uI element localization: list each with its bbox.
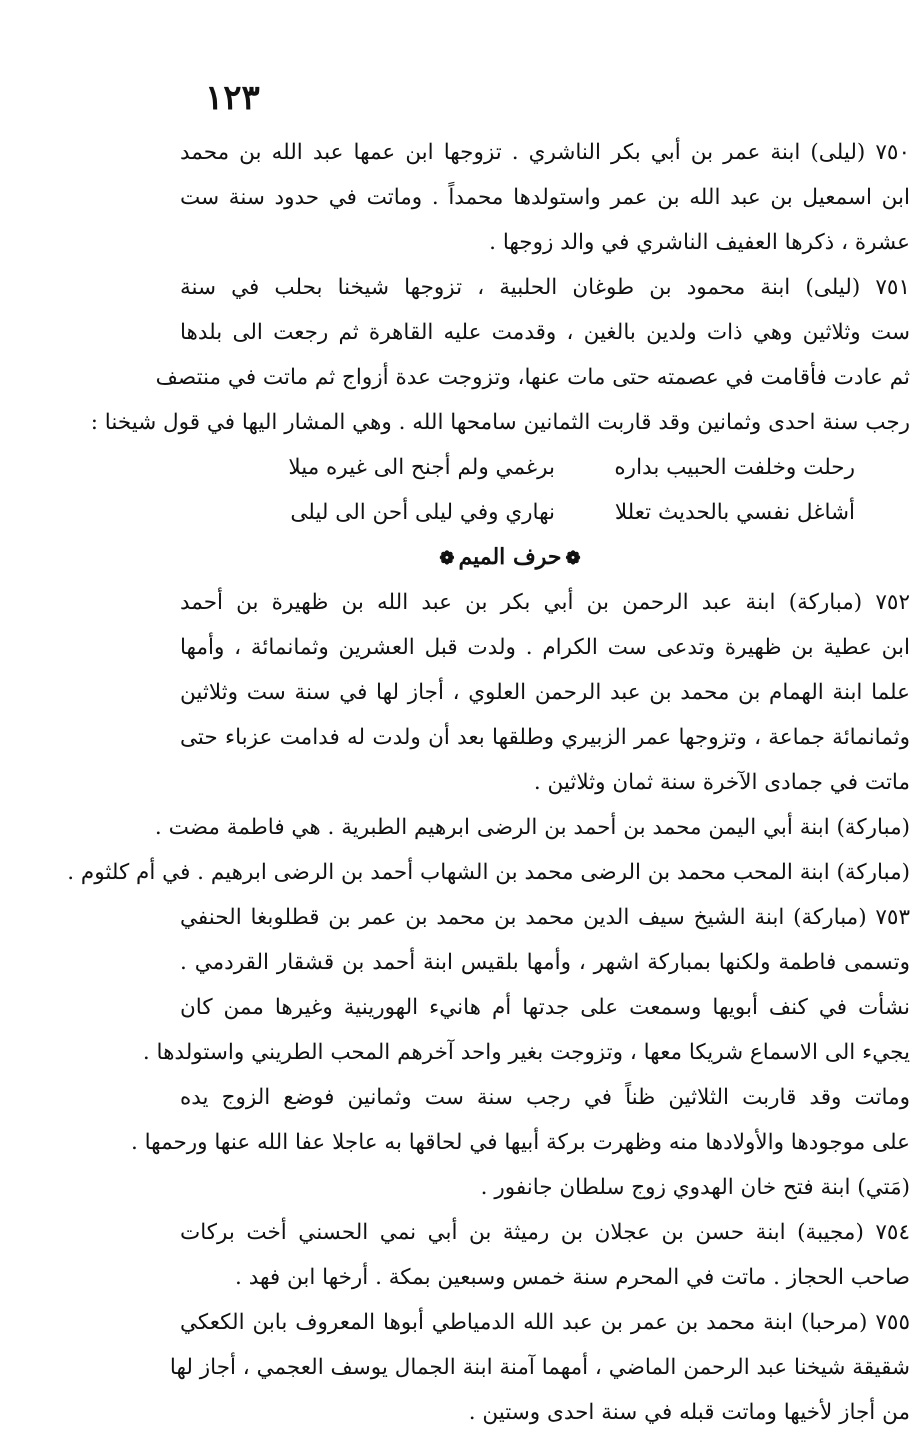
text-line: ماتت في جمادى الآخرة سنة ثمان وثلاثين . bbox=[533, 770, 910, 795]
text-line: شقيقة شيخنا عبد الرحمن الماضي ، أمهما آمنة ابنة الجمال يوسف العجمي ، أجاز لها bbox=[169, 1355, 910, 1380]
page-number: ١٢٣ bbox=[205, 78, 260, 118]
section-heading bbox=[180, 535, 840, 580]
text-line: على موجودها والأولادها منه وظهرت بركة أبيها في لحاقها به عاجلا عفا الله عنها ورحمها . bbox=[130, 1130, 910, 1155]
ornament-icon: ❁ bbox=[439, 548, 455, 569]
text-line: (مباركة) ابنة أبي اليمن محمد بن أحمد بن الرضى ابرهيم الطبرية . هي فاطمة مضت . bbox=[154, 815, 910, 840]
section-heading-text: حرف الميم bbox=[458, 544, 562, 570]
text-line: (مباركة) ابنة المحب محمد بن الرضى محمد بن الشهاب أحمد بن الرضى ابرهيم . في أم كلثوم . bbox=[67, 860, 910, 885]
text-line: ٧٥٣ (مباركة) ابنة الشيخ سيف الدين محمد بن محمد بن عمر بن قطلوبغا الحنفي bbox=[180, 905, 910, 930]
verse-line bbox=[180, 490, 910, 535]
text-line: ابن عطية بن ظهيرة وتدعى ست الكرام . ولدت قبل العشرين وثمانمائة ، وأمها bbox=[180, 635, 910, 660]
text-line: صاحب الحجاز . ماتت في المحرم سنة خمس وسبعين بمكة . أرخها ابن فهد . bbox=[235, 1265, 910, 1290]
verse-hemistich: نهاري وفي ليلى أحن الى ليلى bbox=[290, 500, 555, 525]
text-line: ٧٥٤ (مجيبة) ابنة حسن بن عجلان بن رميثة بن أبي نمي الحسني أخت بركات bbox=[180, 1220, 910, 1245]
text-line: ثم عادت فأقامت في عصمته حتى مات عنها، وتزوجت عدة أزواج ثم ماتت في منتصف bbox=[155, 365, 910, 390]
text-line: ست وثلاثين وهي ذات ولدين بالغين ، وقدمت عليه القاهرة ثم رجعت الى بلدها bbox=[180, 320, 910, 345]
text-line: علما ابنة الهمام بن محمد بن عبد الرحمن العلوي ، أجاز لها في سنة ست وثلاثين bbox=[180, 680, 910, 705]
ornament-icon: ❁ bbox=[565, 548, 581, 569]
text-line: من أجاز لأخيها وماتت قبله في سنة احدى وستين . bbox=[468, 1400, 910, 1425]
verse-hemistich: برغمي ولم أجنح الى غيره ميلا bbox=[288, 455, 555, 480]
text-line: (مَتي) ابنة فتح خان الهدوي زوج سلطان جانفور . bbox=[480, 1175, 910, 1200]
main-text bbox=[67, 130, 910, 1435]
verse-line bbox=[180, 445, 910, 490]
text-line: وثمانمائة جماعة ، وتزوجها عمر الزبيري وطلقها بعد أن ولدت له فدامت عزباء حتى bbox=[180, 725, 910, 750]
text-line: ٧٥٥ (مرحبا) ابنة محمد بن عمر بن عبد الله الدمياطي أبوها المعروف بابن الكعكي bbox=[180, 1310, 910, 1335]
text-line: عشرة ، ذكرها العفيف الناشري في والد زوجها . bbox=[489, 230, 910, 255]
text-line: ٧٥٠ (ليلى) ابنة عمر بن أبي بكر الناشري . تزوجها ابن عمها عبد الله بن محمد bbox=[180, 140, 910, 165]
verse-hemistich: أشاغل نفسي بالحديث تعللا bbox=[614, 500, 855, 525]
text-line: ٧٥١ (ليلى) ابنة محمود بن طوغان الحلبية ، تزوجها شيخنا بحلب في سنة bbox=[180, 275, 910, 300]
text-line: يجيء الى الاسماع شريكا معها ، وتزوجت بغير واحد آخرهم المحب الطريني واستولدها . bbox=[142, 1040, 910, 1065]
text-line: ٧٥٢ (مباركة) ابنة عبد الرحمن بن أبي بكر بن عبد الله بن ظهيرة بن أحمد bbox=[180, 590, 910, 615]
text-line: نشأت في كنف أبويها وسمعت على جدتها أم هانيء الهورينية وغيرها ممن كان bbox=[180, 995, 910, 1020]
text-line: وماتت وقد قاربت الثلاثين ظناً في رجب سنة ست وثمانين فوضع الزوج يده bbox=[180, 1085, 910, 1110]
verse-hemistich: رحلت وخلفت الحبيب بداره bbox=[614, 455, 855, 480]
text-line: رجب سنة احدى وثمانين وقد قاربت الثمانين سامحها الله . وهي المشار اليها في قول شيخنا : bbox=[90, 410, 910, 435]
text-line: ابن اسمعيل بن عبد الله بن عمر واستولدها محمداً . وماتت في حدود سنة ست bbox=[180, 185, 910, 210]
text-line: وتسمى فاطمة ولكنها بمباركة اشهر ، وأمها بلقيس ابنة أحمد بن قشقار القردمي . bbox=[180, 950, 910, 975]
